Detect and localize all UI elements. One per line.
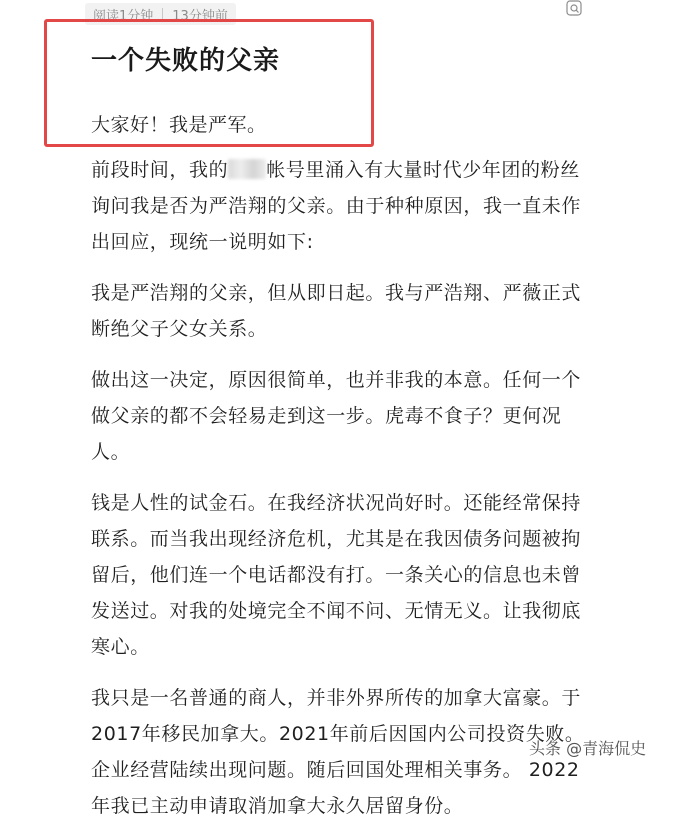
text-line: 断绝父子父女关系。 (91, 318, 268, 340)
text-line (91, 152, 581, 188)
text-line: 企业经营陆续出现问题。随后回国处理相关事务。 2022 (91, 759, 580, 781)
text-line: 我是严浩翔的父亲，但从即日起。我与严浩翔、严薇正式 (91, 282, 582, 304)
text-line: 做出这一决定，原因很简单，也并非我的本意。任何一个 (91, 369, 582, 391)
watermark: 头条 @青海侃史 (529, 739, 647, 758)
text-fragment: 帐号里涌入有大量时代少年团的粉丝 (266, 159, 580, 181)
text-line: 做父亲的都不会轻易走到这一步。虎毒不食子？更何况 (91, 405, 562, 427)
text-line: 人。 (91, 441, 131, 463)
paragraph (91, 485, 581, 665)
scan-icon[interactable] (566, 0, 582, 16)
text-line: 出回应，现统一说明如下: (91, 231, 314, 253)
article-greeting: 大家好！我是严军。 (91, 114, 267, 136)
text-line: 联系。而当我出现经济危机，尤其是在我因债务问题被拘 (91, 528, 582, 550)
text-line: 2017年移民加拿大。2021年前后因国内公司投资失败。 (91, 723, 585, 745)
text-line: 钱是人性的试金石。在我经济状况尚好时。还能经常保持 (91, 492, 582, 514)
paragraph (91, 362, 581, 470)
text-line: 发送过。对我的处境完全不闻不问、无情无义。让我彻底 (91, 600, 582, 622)
redacted-blur (228, 159, 266, 179)
article-title: 一个失败的父亲 (91, 46, 281, 76)
text-line: 留后，他们连一个电话都没有打。一条关心的信息也未曾 (91, 564, 582, 586)
paragraph (91, 275, 581, 347)
text-line: 询问我是否为严浩翔的父亲。由于种种原因，我一直未作 (91, 195, 582, 217)
text-line: 我只是一名普通的商人，并非外界所传的加拿大富豪。于 (91, 687, 582, 709)
article-body (91, 152, 585, 839)
posted-time: 13分钟前 (172, 8, 228, 24)
paragraph (91, 680, 585, 824)
read-time: 阅读1分钟 (93, 8, 154, 24)
paragraph (91, 152, 581, 260)
text-line: 年我已主动申请取消加拿大永久居留身份。 (91, 795, 464, 817)
text-line: 寒心。 (91, 636, 150, 658)
text-fragment: 前段时间，我的 (91, 159, 229, 181)
